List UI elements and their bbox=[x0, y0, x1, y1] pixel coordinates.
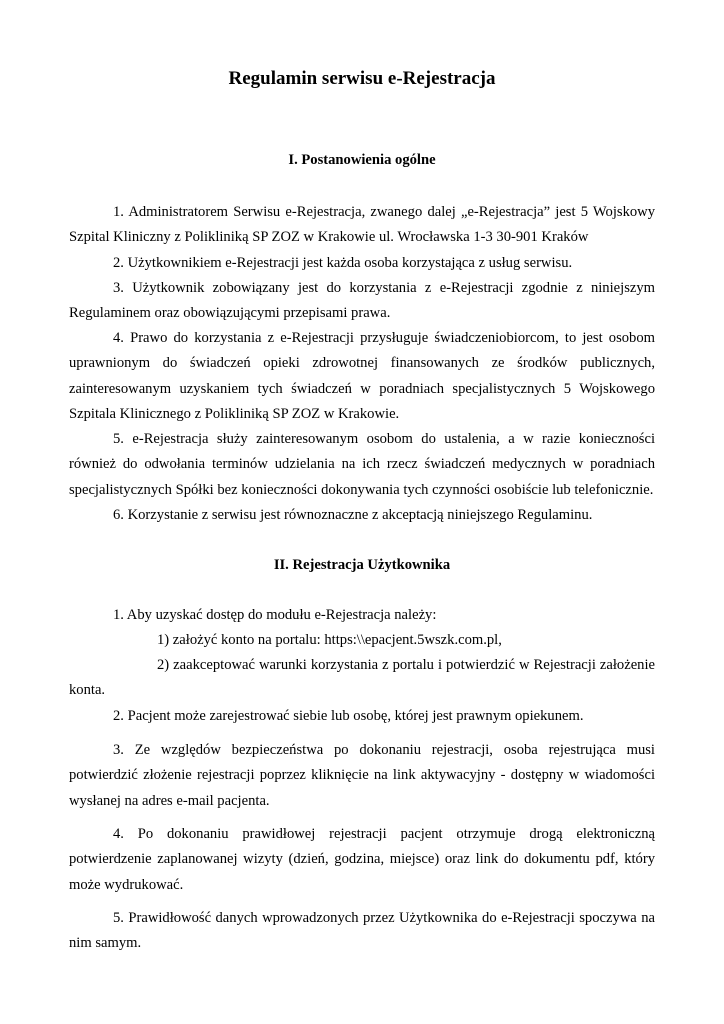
paragraph-2-1b: 2) zaakceptować warunki korzystania z portalu i potwierdzić w Rejestracji założenie konta. bbox=[69, 657, 655, 699]
paragraph-2-1: 1. Aby uzyskać dostęp do modułu e-Rejestracja należy: bbox=[113, 607, 437, 623]
document-title: Regulamin serwisu e-Rejestracja bbox=[228, 68, 496, 89]
paragraph-1-5: 5. e-Rejestracja służy zainteresowanym osobom do ustalenia, a w razie konieczności również do odwołania terminów udzielania na ich rzecz świadczeń medycznych w poradniach specjalistycznych Spółki bez konieczności dokonywania tych czynności osobiście lub telefonicznie. bbox=[69, 431, 655, 498]
paragraph-2-3: 3. Ze względów bezpieczeństwa po dokonaniu rejestracji, osoba rejestrująca musi potwierdzić złożenie rejestracji poprzez kliknięcie na link aktywacyjny - dostępny w wiadomości wysłanej na adres e-mail pacjenta. bbox=[69, 742, 655, 809]
paragraph-1-1: 1. Administratorem Serwisu e-Rejestracja, zwanego dalej „e-Rejestracja” jest 5 Wojskowy Szpital Kliniczny z Polikliniką SP ZOZ w Krakowie ul. Wrocławska 1-3 30-901 Kraków bbox=[69, 204, 655, 246]
section-heading-general: I. Postanowienia ogólne bbox=[288, 152, 436, 168]
paragraph-2-2: 2. Pacjent może zarejestrować siebie lub osobę, której jest prawnym opiekunem. bbox=[113, 708, 584, 724]
paragraph-1-3: 3. Użytkownik zobowiązany jest do korzystania z e-Rejestracji zgodnie z niniejszym Regulaminem oraz obowiązującymi przepisami prawa. bbox=[69, 280, 655, 322]
section-heading-registration: II. Rejestracja Użytkownika bbox=[273, 557, 451, 573]
paragraph-2-4: 4. Po dokonaniu prawidłowej rejestracji pacjent otrzymuje drogą elektroniczną potwierdzenie zaplanowanej wizyty (dzień, godzina, miejsce) oraz link do dokumentu pdf, który może wydrukować. bbox=[69, 826, 655, 893]
paragraph-1-4: 4. Prawo do korzystania z e-Rejestracji przysługuje świadczeniobiorcom, to jest osobom uprawnionym do świadczeń opieki zdrowotnej finansowanych ze środków publicznych, zainteresowanym uzyskaniem tych świadczeń w poradniach specjalistycznych 5 Wojskowego Szpitala Klinicznego z Polikliniką SP ZOZ w Krakowie. bbox=[69, 330, 655, 422]
paragraph-2-1a: 1) założyć konto na portalu: https:\\epacjent.5wszk.com.pl, bbox=[157, 632, 502, 648]
paragraph-2-5: 5. Prawidłowość danych wprowadzonych przez Użytkownika do e-Rejestracji spoczywa na nim samym. bbox=[69, 910, 655, 952]
paragraph-1-6: 6. Korzystanie z serwisu jest równoznaczne z akceptacją niniejszego Regulaminu. bbox=[113, 507, 593, 523]
paragraph-1-2: 2. Użytkownikiem e-Rejestracji jest każda osoba korzystająca z usług serwisu. bbox=[113, 255, 573, 271]
